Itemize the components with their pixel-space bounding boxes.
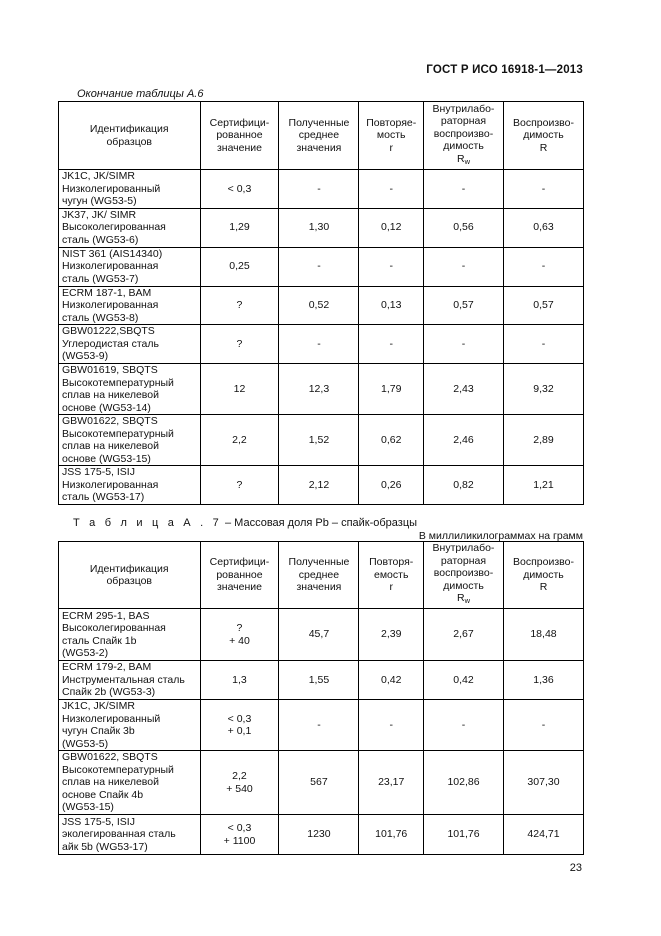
column-header-repeatability [359, 102, 424, 170]
column-header-intralab [424, 542, 504, 609]
text-line: мость [376, 129, 406, 142]
cell-reproducibility: 0,57 [503, 286, 583, 325]
text-line: Спайк 2b (WG53-3) [62, 686, 156, 699]
text-line: Полученные [288, 116, 350, 129]
document-code: ГОСТ Р ИСО 16918-1—2013 [426, 64, 583, 76]
text-line: < 0,3 [227, 712, 252, 725]
cell-sample-id [59, 700, 201, 751]
cell-intralab: - [424, 325, 504, 364]
cell-certified [200, 700, 279, 751]
cell-mean: - [279, 700, 359, 751]
column-header-reproducibility [503, 542, 583, 609]
text-line: сталь (WG53-6) [62, 233, 139, 246]
subscript: w [464, 596, 470, 606]
text-line: + 540 [226, 782, 253, 795]
text-line: сталь (WG53-17) [62, 491, 145, 504]
text-line: ECRM 187-1, BAM [62, 286, 152, 299]
column-header-intralab [424, 102, 504, 170]
column-header-reproducibility [503, 102, 583, 170]
text-line: чугун (WG53-5) [62, 195, 137, 207]
cell-sample-id [59, 661, 201, 700]
text-line: Инструментальная сталь [62, 673, 185, 686]
cell-certified [200, 364, 279, 415]
cell-certified [200, 170, 279, 209]
cell-reproducibility: - [503, 247, 583, 286]
cell-reproducibility: 18,48 [503, 609, 583, 661]
text-line: Сертифици- [209, 116, 270, 129]
text-line: Низколегированная [62, 478, 159, 491]
text-line: значения [296, 141, 342, 154]
text-line: 2,2 [232, 433, 247, 446]
cell-intralab: 0,57 [424, 286, 504, 325]
text-line: 12 [233, 382, 246, 395]
text-line: сталь Спайк 1b [62, 634, 137, 647]
text-line: Высоколегированная [62, 622, 166, 634]
cell-reproducibility: - [503, 170, 583, 209]
cell-mean: - [279, 325, 359, 364]
text-line: Повторя- [369, 556, 414, 569]
cell-reproducibility: - [503, 325, 583, 364]
text-line: ? [236, 299, 243, 311]
table-row [59, 170, 584, 209]
column-header-repeatability [359, 542, 424, 609]
column-header-id [59, 542, 201, 609]
table-row [59, 415, 584, 466]
page-number: 23 [569, 862, 582, 874]
cell-reproducibility: 424,71 [503, 815, 583, 855]
cell-intralab: 0,56 [424, 208, 504, 247]
text-line: < 0,3 [227, 822, 252, 834]
column-header-mean [279, 102, 359, 170]
cell-sample-id [59, 751, 201, 815]
cell-reproducibility: 1,36 [503, 661, 583, 700]
table-row [59, 700, 584, 751]
text-line: димость [443, 579, 484, 592]
cell-mean: 1,55 [279, 661, 359, 700]
cell-sample-id [59, 364, 201, 415]
cell-repeatability: 23,17 [359, 751, 424, 815]
text-line: GBW01619, SBQTS [62, 364, 158, 376]
text-line: GBW01622, SBQTS [62, 751, 158, 764]
cell-reproducibility: - [503, 700, 583, 751]
text-line: + 0,1 [227, 725, 252, 737]
text-line: димость [443, 140, 484, 153]
table-row [59, 325, 584, 364]
text-line: сталь (WG53-7) [62, 272, 139, 285]
text-line: Высокотемпературный [62, 427, 174, 440]
cell-mean: 2,12 [279, 466, 359, 505]
column-header-certified [200, 542, 279, 609]
text-line: (WG53-15) [62, 801, 114, 814]
cell-certified [200, 415, 279, 466]
cell-certified [200, 466, 279, 505]
cell-repeatability: - [359, 325, 424, 364]
table-a6-continuation [58, 101, 584, 505]
table-a7-units: В миллиликилограммах на грамм [418, 530, 583, 542]
text-line: R [539, 581, 548, 594]
cell-intralab: - [424, 170, 504, 209]
cell-certified [200, 661, 279, 700]
text-line: Сертифици- [209, 556, 270, 569]
cell-mean: 45,7 [279, 609, 359, 661]
cell-certified [200, 208, 279, 247]
table-row [59, 286, 584, 325]
text-line: (WG53-2) [62, 647, 109, 659]
text-line: r [389, 141, 393, 154]
cell-repeatability: 0,42 [359, 661, 424, 700]
text-line: Идентификация [89, 123, 169, 135]
cell-mean: 1230 [279, 815, 359, 855]
cell-sample-id [59, 208, 201, 247]
text-line: JK1C, JK/SIMR [62, 700, 135, 712]
text-line: R [539, 141, 548, 154]
text-line: JSS 175-5, ISIJ [62, 466, 135, 479]
cell-certified [200, 751, 279, 815]
cell-intralab: 102,86 [424, 751, 504, 815]
table-row [59, 247, 584, 286]
text-line: рованное [216, 568, 263, 581]
cell-mean: 1,52 [279, 415, 359, 466]
text-line: Повторяе- [366, 116, 417, 129]
cell-intralab: - [424, 247, 504, 286]
text-line: сплав на никелевой [62, 389, 159, 401]
text-line: Внутрилабо- [432, 102, 495, 115]
text-line: JSS 175-5, ISIJ [62, 815, 135, 828]
cell-repeatability: 0,62 [359, 415, 424, 466]
text-line: (WG53-9) [62, 350, 109, 363]
table-row [59, 661, 584, 700]
text-line: Полученные [288, 556, 350, 569]
cell-sample-id [59, 286, 201, 325]
table-row [59, 364, 584, 415]
text-line: ECRM 295-1, BAS [62, 609, 150, 622]
text-line: образцов [106, 135, 153, 148]
cell-mean: 1,30 [279, 208, 359, 247]
cell-sample-id [59, 609, 201, 661]
table-header-row [59, 102, 584, 170]
text-line: сплав на никелевой [62, 776, 159, 789]
text-line: < 0,3 [227, 182, 252, 195]
text-line: воспроизво- [433, 567, 494, 580]
text-line: Низколегированная [62, 299, 159, 311]
table-row [59, 609, 584, 661]
table-header-row [59, 542, 584, 609]
cell-repeatability: 1,79 [359, 364, 424, 415]
text-line: ECRM 179-2, BAM [62, 661, 152, 674]
text-line: JK37, JK/ SIMR [62, 208, 137, 221]
cell-repeatability: - [359, 170, 424, 209]
cell-certified [200, 815, 279, 855]
cell-reproducibility: 0,63 [503, 208, 583, 247]
cell-repeatability: 101,76 [359, 815, 424, 855]
cell-intralab: - [424, 700, 504, 751]
text-line: + 40 [229, 634, 250, 647]
cell-mean: - [279, 170, 359, 209]
text-line: образцов [106, 575, 153, 587]
text-line: Высокотемпературный [62, 376, 174, 389]
text-line: рованное [216, 129, 263, 142]
table-row [59, 751, 584, 815]
text-line: Воспроизво- [513, 116, 574, 129]
text-line: $R_w$ [456, 152, 470, 166]
cell-mean: 567 [279, 751, 359, 815]
text-line: значение [216, 581, 262, 594]
text-line: димость [523, 568, 564, 581]
table-row [59, 208, 584, 247]
table-a7 [58, 541, 584, 855]
table-row [59, 466, 584, 505]
text-line: значения [296, 581, 342, 594]
text-line: Внутрилабо- [432, 542, 495, 555]
text-line: (WG53-5) [62, 737, 109, 750]
cell-repeatability: - [359, 700, 424, 751]
text-line: раторная [440, 554, 487, 567]
cell-intralab: 2,67 [424, 609, 504, 661]
cell-repeatability: 0,12 [359, 208, 424, 247]
text-line: раторная [440, 115, 487, 128]
text-line: воспроизво- [433, 127, 494, 140]
cell-certified [200, 247, 279, 286]
cell-sample-id [59, 325, 201, 364]
column-header-mean [279, 542, 359, 609]
text-line: сталь (WG53-8) [62, 311, 139, 324]
text-line: GBW01222,SBQTS [62, 325, 155, 338]
cell-reproducibility: 1,21 [503, 466, 583, 505]
text-line: чугун Спайк 3b [62, 725, 135, 737]
cell-repeatability: 0,13 [359, 286, 424, 325]
text-line: 2,2 [232, 770, 247, 782]
cell-certified [200, 325, 279, 364]
text-line: димость [523, 129, 564, 142]
cell-reproducibility: 307,30 [503, 751, 583, 815]
cell-sample-id [59, 415, 201, 466]
text-line: Низколегированный [62, 712, 161, 725]
text-line: Идентификация [89, 562, 169, 575]
cell-sample-id [59, 247, 201, 286]
text-line: среднее [298, 568, 340, 581]
cell-intralab: 0,82 [424, 466, 504, 505]
text-line: JK1C, JK/SIMR [62, 170, 135, 182]
text-line: 1,29 [229, 221, 250, 234]
table-a7-title: Т а б л и ц а А . 7 – Массовая доля Pb – спайк-образцы [73, 517, 418, 529]
cell-sample-id [59, 815, 201, 855]
text-line: значение [216, 141, 262, 154]
text-line: Воспроизво- [513, 556, 574, 569]
cell-certified [200, 286, 279, 325]
text-line: основе (WG53-15) [62, 452, 151, 465]
text-line: ? [236, 478, 243, 491]
cell-repeatability: 2,39 [359, 609, 424, 661]
table-continuation-caption: Окончание таблицы А.6 [77, 88, 204, 100]
text-line: ? [236, 622, 243, 634]
text-line: среднее [298, 129, 340, 142]
table-row [59, 815, 584, 855]
text-line: айк 5b (WG53-17) [62, 840, 148, 853]
cell-mean: - [279, 247, 359, 286]
cell-repeatability: 0,26 [359, 466, 424, 505]
text-line: основе (WG53-14) [62, 401, 151, 414]
text-line: $R_w$ [456, 592, 470, 606]
text-line: емость [374, 568, 409, 581]
text-line: Низколегированная [62, 260, 159, 273]
cell-mean: 12,3 [279, 364, 359, 415]
text-line: ? [236, 337, 243, 350]
cell-repeatability: - [359, 247, 424, 286]
cell-intralab: 2,46 [424, 415, 504, 466]
cell-certified [200, 609, 279, 661]
text-line: 1,3 [232, 673, 247, 686]
text-line: Высоколегированная [62, 221, 166, 234]
cell-reproducibility: 2,89 [503, 415, 583, 466]
column-header-certified [200, 102, 279, 170]
subscript: w [464, 156, 470, 166]
text-line: Углеродистая сталь [62, 337, 159, 350]
text-line: Низколегированный [62, 182, 161, 195]
text-line: сплав на никелевой [62, 440, 159, 452]
cell-sample-id [59, 466, 201, 505]
text-line: 0,25 [229, 260, 250, 273]
column-header-id [59, 102, 201, 170]
cell-mean: 0,52 [279, 286, 359, 325]
cell-reproducibility: 9,32 [503, 364, 583, 415]
text-line: Высокотемпературный [62, 763, 174, 776]
cell-sample-id [59, 170, 201, 209]
text-line: r [389, 581, 393, 594]
cell-intralab: 2,43 [424, 364, 504, 415]
text-line: основе Спайк 4b [62, 788, 144, 801]
text-line: эколегированная сталь [62, 828, 176, 841]
cell-intralab: 0,42 [424, 661, 504, 700]
text-line: + 1100 [223, 834, 256, 847]
cell-intralab: 101,76 [424, 815, 504, 855]
text-line: NIST 361 (AIS14340) [62, 247, 163, 260]
text-line: GBW01622, SBQTS [62, 415, 158, 427]
